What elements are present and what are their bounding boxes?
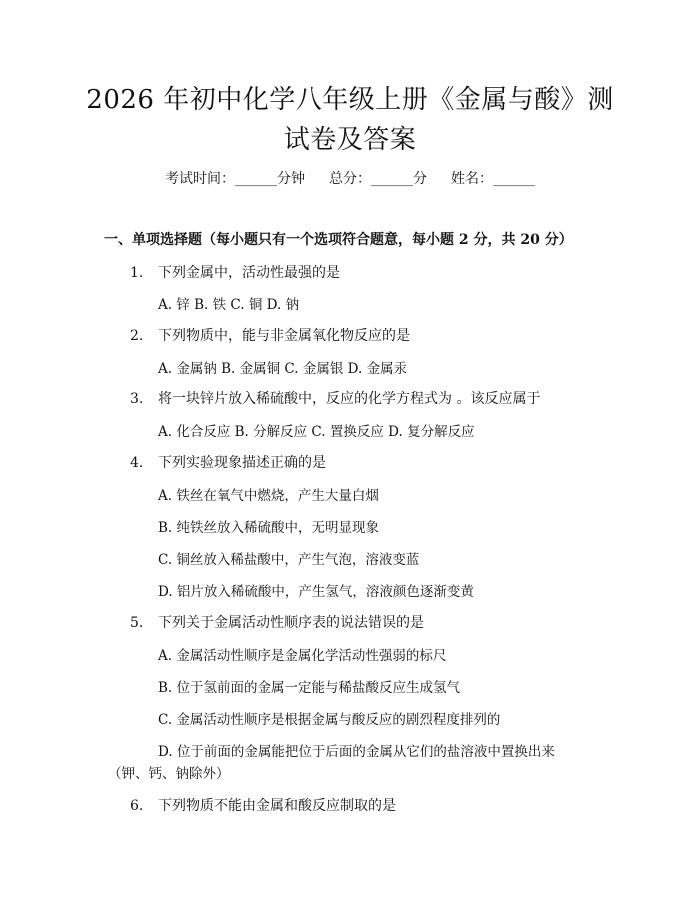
question-4-option-a: A. 铁丝在氧气中燃烧，产生大量白烟 <box>158 488 379 504</box>
section-heading: 一、单项选择题（每小题只有一个选项符合题意，每小题 2 分，共 20 分） <box>104 232 573 248</box>
question-3-options: A. 化合反应 B. 分解反应 C. 置换反应 D. 复分解反应 <box>158 424 475 440</box>
title-line-1: 2026 年初中化学八年级上册《金属与酸》测 <box>86 85 614 115</box>
question-4-option-d: D. 铝片放入稀硫酸中，产生氢气，溶液颜色逐渐变黄 <box>158 584 474 600</box>
question-6 <box>130 795 396 815</box>
question-5-option-d-continued: （钾、钙、钠除外） <box>108 766 230 782</box>
question-text: 下列金属中，活动性最强的是 <box>158 265 340 281</box>
exam-meta <box>0 168 700 188</box>
question-1-options: A. 锌 B. 铁 C. 铜 D. 钠 <box>158 297 300 313</box>
question-number: 2. <box>130 328 144 344</box>
question-text: 下列关于金属活动性顺序表的说法错误的是 <box>158 615 424 631</box>
question-number: 1. <box>130 265 144 281</box>
question-text: 下列实验现象描述正确的是 <box>158 455 326 471</box>
question-text: 下列物质不能由金属和酸反应制取的是 <box>158 798 396 814</box>
question-5 <box>130 612 424 632</box>
title-line-2: 试卷及答案 <box>283 125 417 155</box>
question-number: 5. <box>130 615 144 631</box>
question-4-option-b: B. 纯铁丝放入稀硫酸中，无明显现象 <box>158 520 380 536</box>
total-score: 总分：______分 <box>329 171 427 187</box>
page-title <box>60 80 640 160</box>
question-5-option-c: C. 金属活动性顺序是根据金属与酸反应的剧烈程度排列的 <box>158 712 501 728</box>
question-text: 将一块锌片放入稀硫酸中，反应的化学方程式为 。该反应属于 <box>158 391 541 407</box>
question-number: 3. <box>130 391 144 407</box>
question-5-option-a: A. 金属活动性顺序是金属化学活动性强弱的标尺 <box>158 648 447 664</box>
question-2 <box>130 325 410 345</box>
question-4 <box>130 452 326 472</box>
question-number: 6. <box>130 798 144 814</box>
question-number: 4. <box>130 455 144 471</box>
question-text: 下列物质中，能与非金属氧化物反应的是 <box>158 328 410 344</box>
student-name: 姓名：______ <box>451 171 535 187</box>
question-4-option-c: C. 铜丝放入稀盐酸中，产生气泡，溶液变蓝 <box>158 552 420 568</box>
question-5-option-b: B. 位于氢前面的金属一定能与稀盐酸反应生成氢气 <box>158 680 461 696</box>
question-2-options: A. 金属钠 B. 金属铜 C. 金属银 D. 金属汞 <box>158 361 408 377</box>
exam-time: 考试时间：______分钟 <box>165 171 305 187</box>
question-1 <box>130 262 340 282</box>
question-5-option-d: D. 位于前面的金属能把位于后面的金属从它们的盐溶液中置换出来 <box>158 744 555 760</box>
question-3 <box>130 388 540 408</box>
